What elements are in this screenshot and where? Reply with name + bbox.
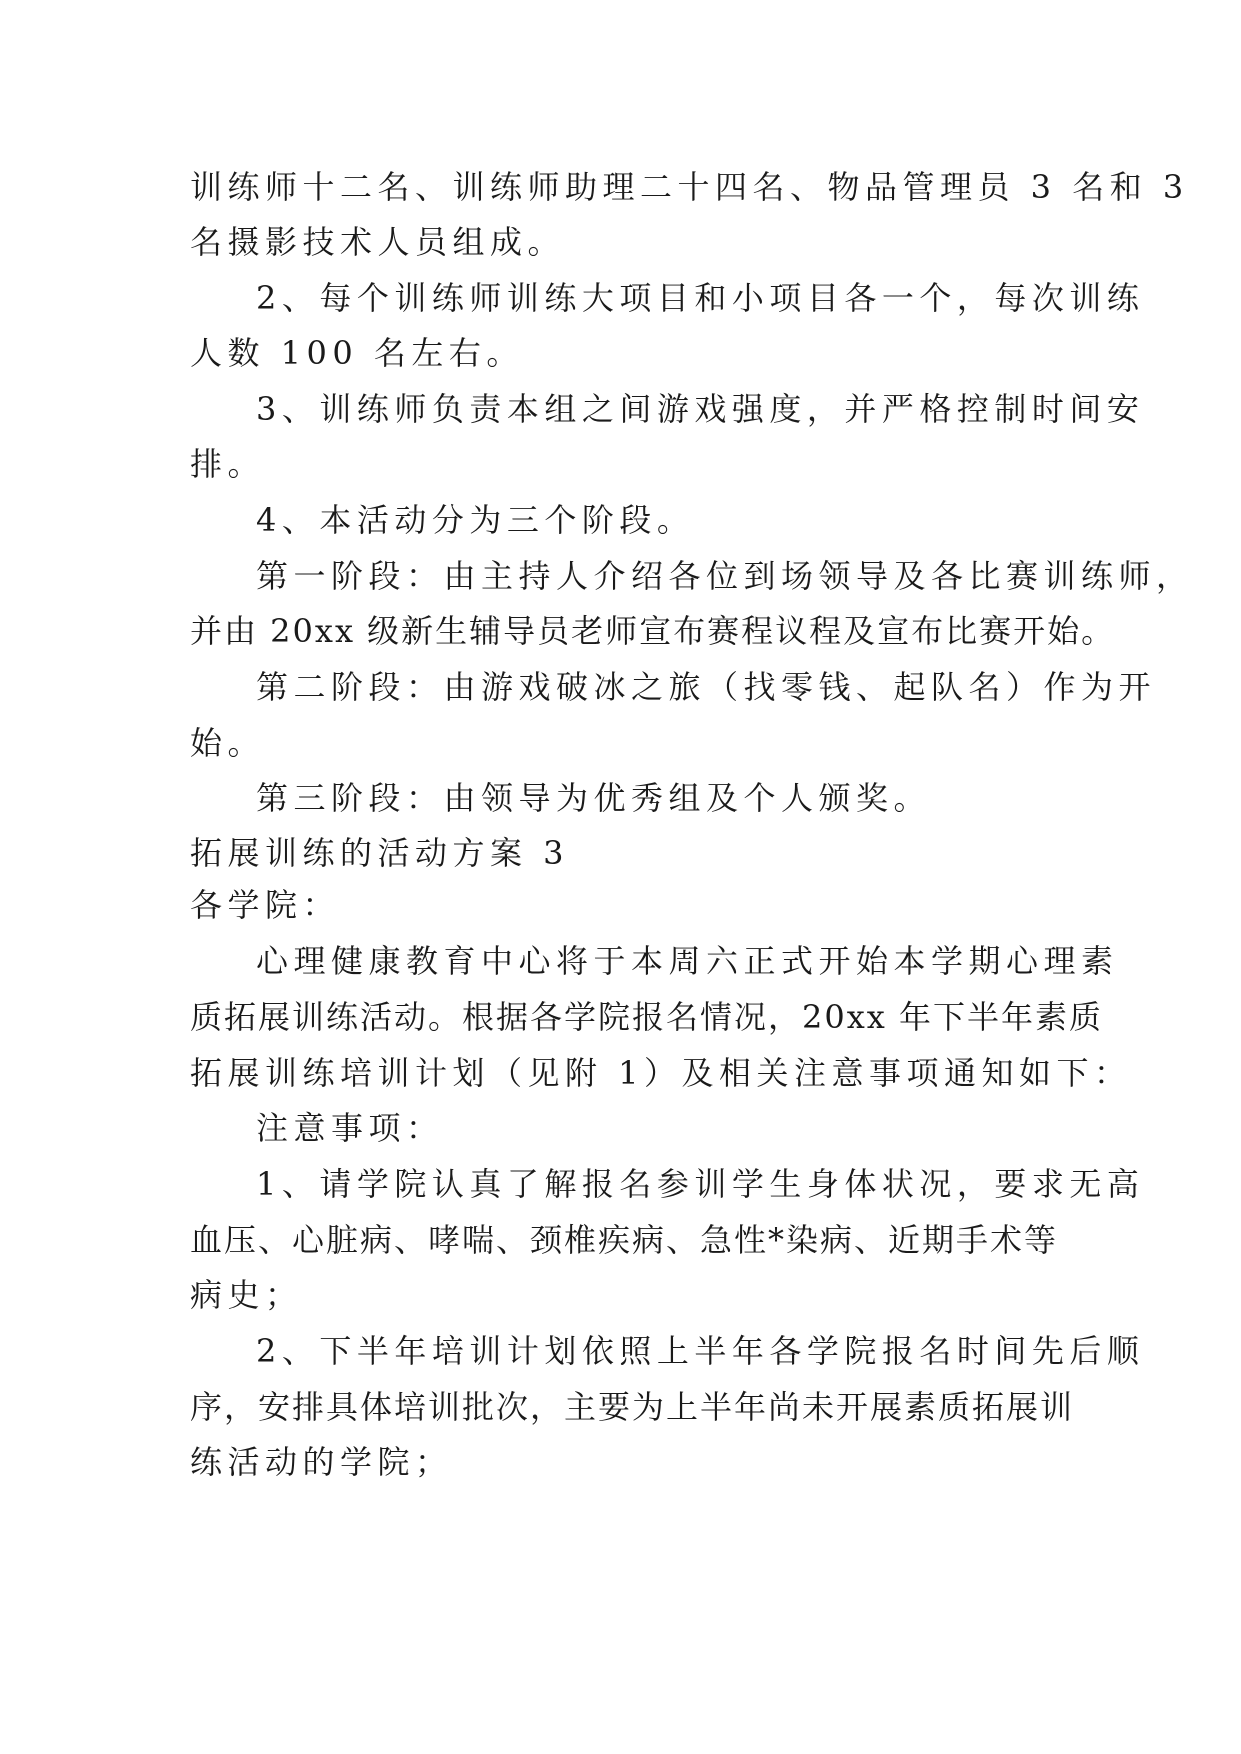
text-line: 序，安排具体培训批次，主要为上半年尚未开展素质拓展训: [190, 1388, 1075, 1426]
section-heading: 拓展训练的活动方案 3: [190, 834, 570, 872]
text-line: 病史；: [190, 1276, 303, 1314]
text-line: 第三阶段：由领导为优秀组及个人颁奖。: [256, 779, 932, 817]
text-line: 心理健康教育中心将于本周六正式开始本学期心理素: [256, 942, 1119, 980]
text-line: 训练师十二名、训练师助理二十四名、物品管理员 3 名和 3: [190, 168, 1189, 206]
text-line: 4、本活动分为三个阶段。: [256, 501, 695, 539]
salutation: 各学院：: [190, 886, 341, 924]
text-line: 注意事项：: [256, 1109, 444, 1147]
text-line: 始。: [190, 724, 266, 762]
text-line: 练活动的学院；: [190, 1443, 453, 1481]
text-line: 1、请学院认真了解报名参训学生身体状况，要求无高: [256, 1165, 1145, 1203]
text-line: 2、下半年培训计划依照上半年各学院报名时间先后顺: [256, 1332, 1145, 1370]
text-line: 2、每个训练师训练大项目和小项目各一个，每次训练: [256, 279, 1145, 317]
text-line: 3、训练师负责本组之间游戏强度，并严格控制时间安: [256, 390, 1145, 428]
text-line: 拓展训练培训计划（见附 1）及相关注意事项通知如下：: [190, 1054, 1132, 1092]
text-line: 名摄影技术人员组成。: [190, 223, 566, 261]
text-line: 人数 100 名左右。: [190, 334, 524, 372]
text-line: 质拓展训练活动。根据各学院报名情况，20xx 年下半年素质: [190, 998, 1103, 1036]
text-line: 第一阶段：由主持人介绍各位到场领导及各比赛训练师，: [256, 557, 1194, 595]
text-line: 第二阶段：由游戏破冰之旅（找零钱、起队名）作为开: [256, 668, 1157, 706]
text-line: 排。: [190, 445, 266, 483]
text-line: 血压、心脏病、哮喘、颈椎疾病、急性*染病、近期手术等: [190, 1221, 1059, 1259]
text-line: 并由 20xx 级新生辅导员老师宣布赛程议程及宣布比赛开始。: [190, 612, 1116, 650]
